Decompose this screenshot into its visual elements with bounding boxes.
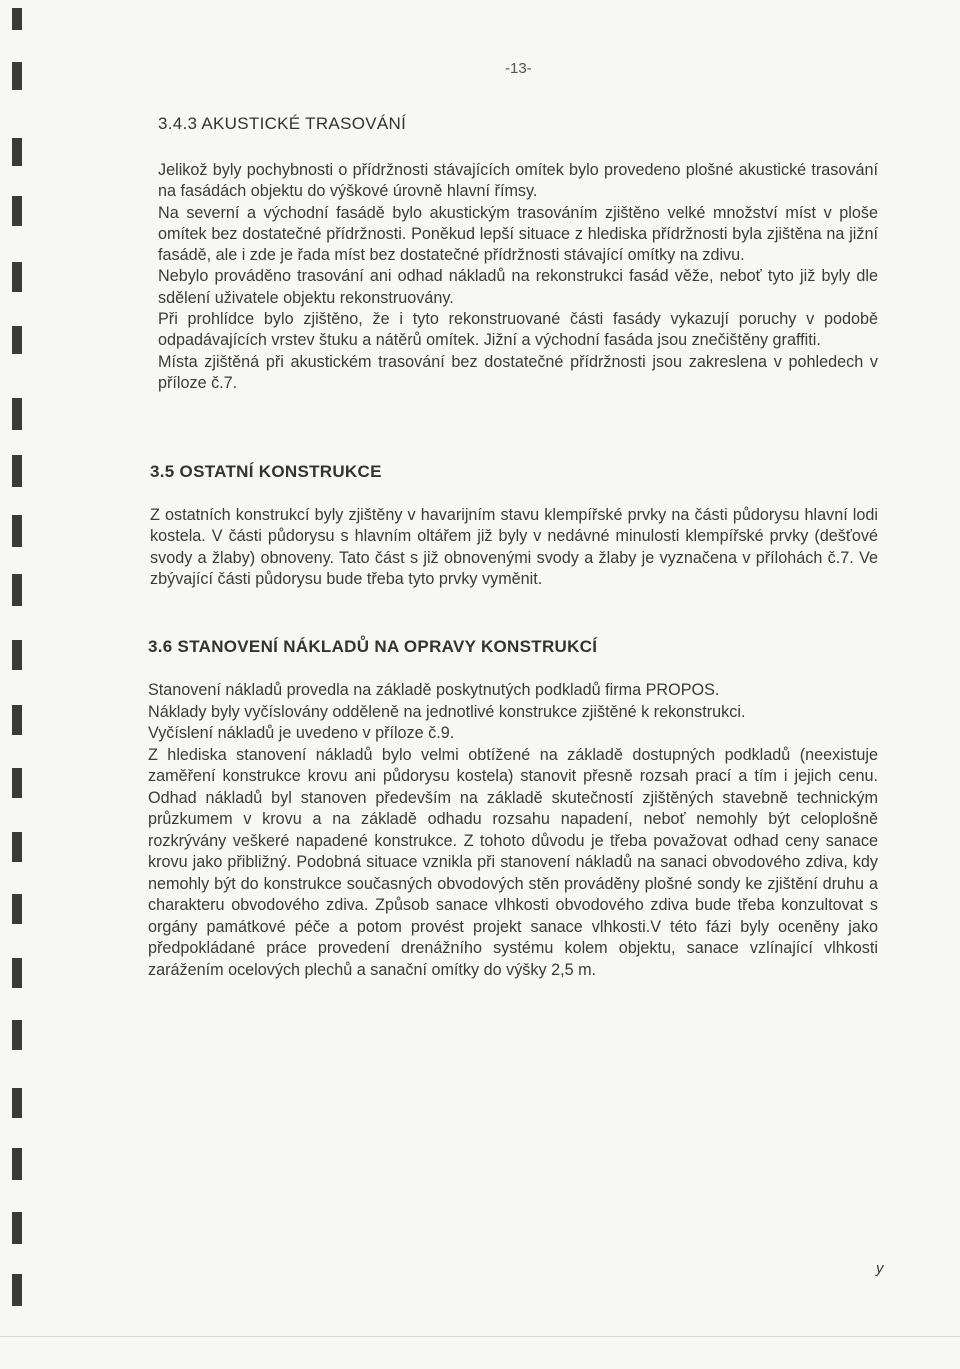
binder-mark (12, 196, 22, 226)
section-heading-3-4-3: 3.4.3 AKUSTICKÉ TRASOVÁNÍ (158, 114, 407, 133)
paragraph: Místa zjištěná při akustickém trasování bez dostatečné přídržnosti jsou zakreslena v pohledech v příloze č.7. (158, 352, 878, 392)
paragraph: Náklady byly vyčíslovány odděleně na jednotlivé konstrukce zjištěné k rekonstrukci. (148, 702, 746, 721)
binder-mark (12, 832, 22, 862)
paragraph: Na severní a východní fasádě bylo akustickým trasováním zjištěno velké množství míst v ploše omítek bez dostatečné přídržnosti. Poněkud lepší situace z hlediska přídržnosti byla zjištěna na jižní fasádě, ale i zde je řada míst bez dostatečné přídržnosti stávající omítky na zdivu. (158, 203, 878, 265)
section-body-3-5 (150, 505, 878, 590)
paragraph: Při prohlídce bylo zjištěno, že i tyto rekonstruované části fasády vykazují poruchy v podobě odpadávajících vrstev štuku a nátěrů omítek. Jižní a východní fasáda jsou znečištěny graffiti. (158, 310, 878, 350)
binder-mark (12, 326, 22, 354)
paragraph: Jelikož byly pochybnosti o přídržnosti stávajících omítek bylo provedeno plošné akustické trasování na fasádách objektu do výškové úrovně hlavní římsy. (158, 161, 878, 201)
section-heading-3-6: 3.6 STANOVENÍ NÁKLADŮ NA OPRAVY KONSTRUKCÍ (148, 637, 598, 656)
binder-mark (12, 8, 22, 30)
binder-mark (12, 62, 22, 90)
binder-mark (12, 1088, 22, 1118)
binder-mark (12, 1148, 22, 1180)
paragraph: Z hlediska stanovení nákladů bylo velmi obtížené na základě dostupných podkladů (neexistuje zaměření konstrukce krovu ani půdorysu kostela) stanovit přesně rozsah prací a tím i jejich cenu. Odhad nákladů byl stanoven především na základě skutečností zjištěných stavebně technickým průzkumem v krovu a na základě odhadu rozsahu napadení, neboť nemohly být celoplošně rozkrývány veškeré napadené konstrukce. Z tohoto důvodu je třeba považovat odhad ceny sanace krovu jako přibližný. Podobná situace vznikla při stanovení nákladů na sanaci obvodového zdiva, kdy nemohly být do konstrukce současných obvodových stěn prováděny plošné sondy ke zjištění druhu a charakteru obvodového zdiva. Způsob sanace vlhkosti obvodového zdiva bude třeba konzultovat s orgány památkové péče a potom provést projekt sanace vlhkosti.V této fázi byly oceněny jako předpokládané práce provedení drenážního systému kolem objektu, sanace vzlínající vlhkosti zarážením ocelových plechů a sanační omítky do výšky 2,5 m. (148, 745, 878, 979)
binder-mark (12, 1274, 22, 1306)
binder-hole-marks (12, 0, 26, 1369)
paragraph: Z ostatních konstrukcí byly zjištěny v havarijním stavu klempířské prvky na části půdorysu hlavní lodi kostela. V části půdorysu s hlavním oltářem již byly v nedávné minulosti klempířské prvky (dešťové svody a žlaby) obnoveny. Tato část s již obnovenými svody a žlaby je vyznačena v přílohách č.7. Ve zbývající části půdorysu bude třeba tyto prvky vyměnit. (150, 506, 878, 588)
binder-mark (12, 138, 22, 166)
page-bottom-edge (0, 1336, 960, 1337)
binder-mark (12, 515, 22, 547)
binder-mark (12, 398, 22, 430)
handwritten-mark: y (876, 1260, 884, 1277)
paragraph: Stanovení nákladů provedla na základě poskytnutých podkladů firma PROPOS. (148, 681, 720, 699)
paragraph: Nebylo prováděno trasování ani odhad nákladů na rekonstrukci fasád věže, neboť tyto již byly dle sdělení uživatele objektu rekonstruovány. (158, 267, 878, 307)
section-heading-3-5: 3.5 OSTATNÍ KONSTRUKCE (150, 462, 382, 481)
binder-mark (12, 705, 22, 735)
binder-mark (12, 1020, 22, 1050)
binder-mark (12, 768, 22, 798)
binder-mark (12, 640, 22, 670)
section-body-3-4-3 (158, 160, 878, 394)
binder-mark (12, 1212, 22, 1244)
binder-mark (12, 958, 22, 988)
binder-mark (12, 455, 22, 487)
binder-mark (12, 574, 22, 606)
binder-mark (12, 894, 22, 924)
page-number: -13- (505, 60, 532, 77)
binder-mark (12, 262, 22, 292)
section-body-3-6 (148, 680, 878, 981)
paragraph: Vyčíslení nákladů je uvedeno v příloze č.9. (148, 724, 455, 742)
